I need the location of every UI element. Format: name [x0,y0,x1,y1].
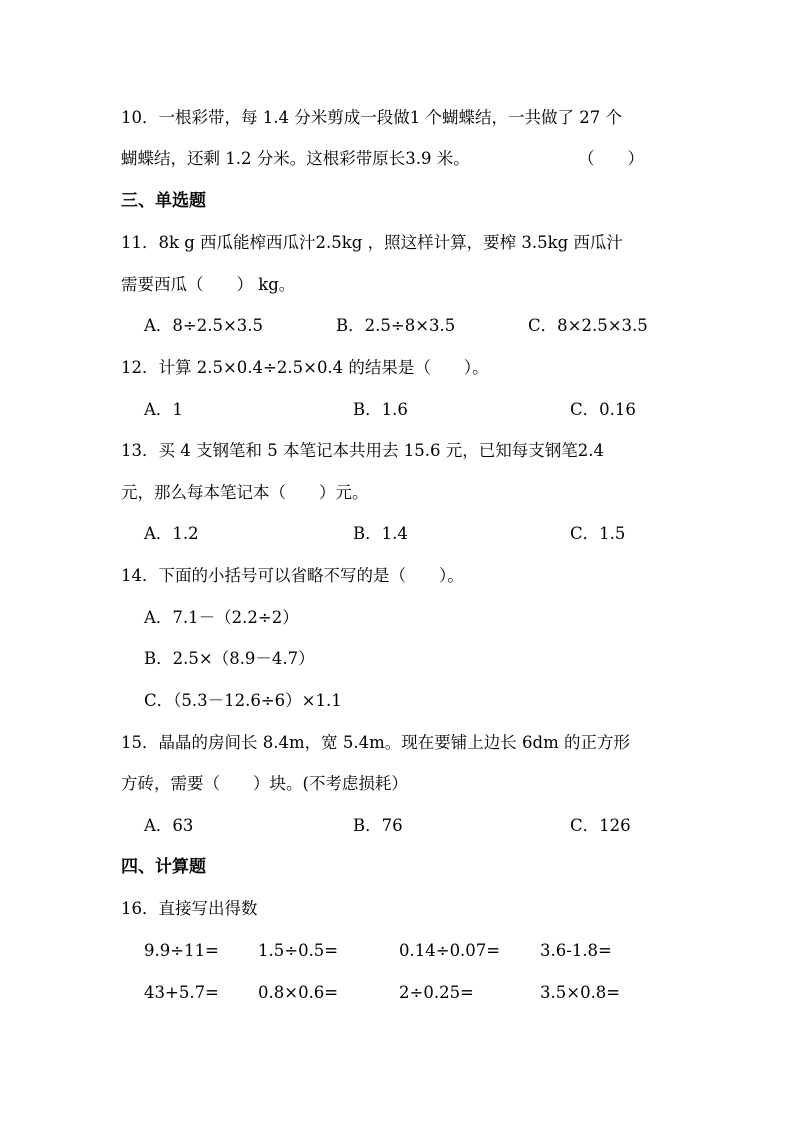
q15-line2: 方砖，需要（ ）块。(不考虑损耗） [121,774,408,793]
q12-option-a: A．1 [144,400,183,419]
q14-line1: 14．下面的小括号可以省略不写的是（ ）。 [121,566,464,585]
q13-option-a: A．1.2 [144,524,199,543]
q16-calc-8: 3.5×0.8= [540,983,621,1002]
q15-line1: 15．晶晶的房间长 8.4m，宽 5.4m。现在要铺上边长 6dm 的正方形 [121,733,630,752]
q11-line2: 需要西瓜（ ） kg。 [121,275,296,294]
q16-calc-6: 0.8×0.6= [258,983,339,1002]
q14-option-c: C．（5.3－12.6÷6）×1.1 [144,691,342,710]
q10-answer-paren: （ ） [578,149,644,168]
q12-option-b: B．1.6 [353,400,408,419]
q16-calc-3: 0.14÷0.07= [399,941,501,960]
q14-option-b: B．2.5×（8.9－4.7） [144,649,315,668]
q12-option-c: C．0.16 [570,400,636,419]
q12-line1: 12．计算 2.5×0.4÷2.5×0.4 的结果是（ ）。 [121,358,489,377]
q13-option-b: B．1.4 [353,524,408,543]
q11-option-b: B．2.5÷8×3.5 [336,316,456,335]
q11-line1: 11．8k g 西瓜能榨西瓜汁2.5kg ，照这样计算，要榨 3.5kg 西瓜汁 [121,233,623,252]
q15-option-c: C．126 [570,816,631,835]
q14-option-a: A．7.1－（2.2÷2） [144,608,299,627]
q11-option-a: A．8÷2.5×3.5 [144,316,264,335]
q15-option-b: B．76 [353,816,403,835]
q16-calc-2: 1.5÷0.5= [258,941,339,960]
q13-option-c: C．1.5 [570,524,626,543]
q15-option-a: A．63 [144,816,194,835]
q13-line2: 元，那么每本笔记本（ ）元。 [121,483,369,502]
q16-calc-5: 43+5.7= [144,983,219,1002]
q16-line1: 16．直接写出得数 [121,899,258,918]
q13-line1: 13．买 4 支钢笔和 5 本笔记本共用去 15.6 元，已知每支钢笔2.4 [121,441,604,460]
q16-calc-7: 2÷0.25= [399,983,474,1002]
section3-title: 三、单选题 [121,191,206,211]
q16-calc-4: 3.6-1.8= [540,941,612,960]
q11-option-c: C．8×2.5×3.5 [528,316,648,335]
section4-title: 四、计算题 [121,857,206,877]
q16-calc-1: 9.9÷11= [144,941,219,960]
q10-line1: 10．一根彩带，每 1.4 分米剪成一段做1 个蝴蝶结，一共做了 27 个 [121,108,622,127]
q10-line2: 蝴蝶结，还剩 1.2 分米。这根彩带原长3.9 米。 [121,149,470,168]
